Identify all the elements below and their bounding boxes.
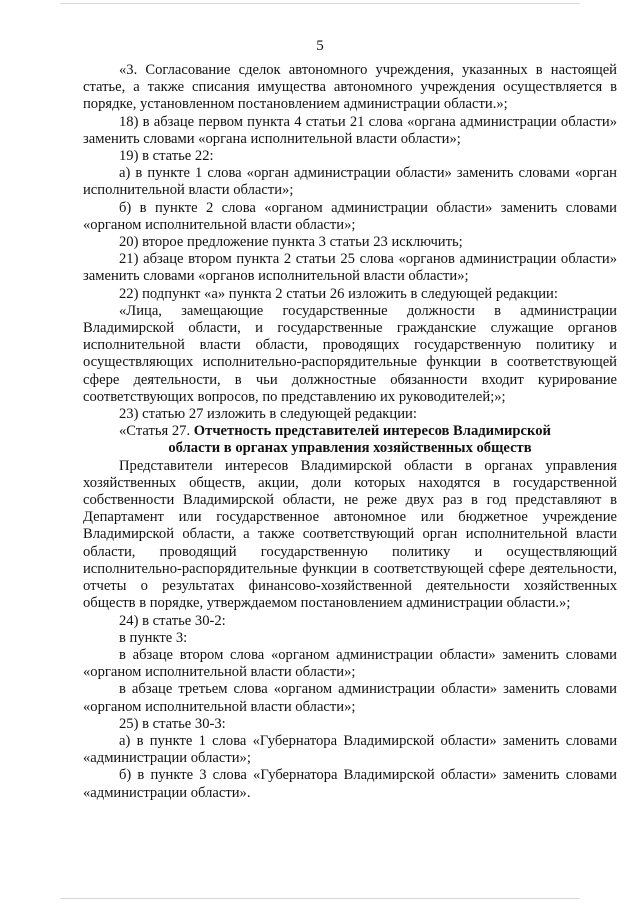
paragraph: б) в пункте 3 слова «Губернатора Владимирской области» заменить словами «администрации области». bbox=[83, 767, 617, 801]
article-title-line2: области в органах управления хозяйственных обществ bbox=[168, 440, 532, 457]
paragraph: «3. Согласование сделок автономного учреждения, указанных в настоящей статье, а также списания имущества автономного учреждения осуществляется в порядке, установленном постановлением администрации области.»; bbox=[83, 62, 617, 113]
paragraph: 23) статью 27 изложить в следующей редакции: bbox=[119, 406, 417, 423]
paragraph: 20) второе предложение пункта 3 статьи 23 исключить; bbox=[119, 234, 463, 251]
paragraph: б) в пункте 2 слова «органом администрации области» заменить словами «органом исполнительной власти области»; bbox=[83, 199, 617, 233]
paragraph: 19) в статье 22: bbox=[119, 148, 214, 165]
scan-bottom-edge bbox=[60, 898, 580, 899]
paragraph: 25) в статье 30-3: bbox=[119, 715, 226, 732]
paragraph: в пункте 3: bbox=[119, 629, 188, 646]
paragraph: а) в пункте 1 слова «орган администрации области» заменить словами «орган исполнительной власти области»; bbox=[83, 165, 617, 199]
paragraph: 18) в абзаце первом пункта 4 статьи 21 слова «органа администрации области» заменить словами «органа исполнительной власти области»; bbox=[83, 113, 617, 147]
paragraph: в абзаце втором слова «органом администрации области» заменить словами «органом исполнительной власти области»; bbox=[83, 646, 617, 681]
article-prefix: «Статья 27. bbox=[119, 423, 191, 440]
document-body bbox=[83, 62, 617, 802]
article-body: Представители интересов Владимирской области в органах управления хозяйственных обществ, акции, доли которых находятся в государственной собственности Владимирской области, не реже двух раз в год представляют в Департамент или государственное автономное или бюджетное учреждение Владимирской области, а также соответствующий орган исполнительной власти области, проводящий государственную политику и осуществляющий исполнительно-распорядительные функции в соответствующей сфере деятельности, отчеты о результатах финансово-хозяйственной деятельности хозяйственных обществ в порядке, утверждаемом постановлением администрации области.»; bbox=[83, 457, 617, 612]
paragraph: 24) в статье 30-2: bbox=[119, 612, 226, 629]
paragraph: а) в пункте 1 слова «Губернатора Владимирской области» заменить словами «администрации области»; bbox=[83, 732, 617, 767]
paragraph: 21) абзаце втором пункта 2 статьи 25 слова «органов администрации области» заменить словами «органов исполнительной власти области»; bbox=[83, 251, 617, 285]
page-number: 5 bbox=[316, 38, 324, 54]
paragraph: в абзаце третьем слова «органом администрации области» заменить словами «органом исполнительной власти области»; bbox=[83, 681, 617, 715]
quoted-paragraph: «Лица, замещающие государственные должности в администрации Владимирской области, и государственные гражданские служащие органов исполнительной власти области, проводящих государственную политику и осуществляющих исполнительно-распорядительные функции в соответствующей сфере деятельности, в чьи должностные обязанности входит курирование соответствующих вопросов, по представлению их руководителей;»; bbox=[83, 302, 617, 405]
paragraph: 22) подпункт «а» пункта 2 статьи 26 изложить в следующей редакции: bbox=[119, 285, 558, 302]
scan-top-edge bbox=[60, 3, 580, 4]
article-title-line1: Отчетность представителей интересов Владимирской bbox=[193, 423, 551, 440]
article-heading bbox=[83, 423, 617, 440]
